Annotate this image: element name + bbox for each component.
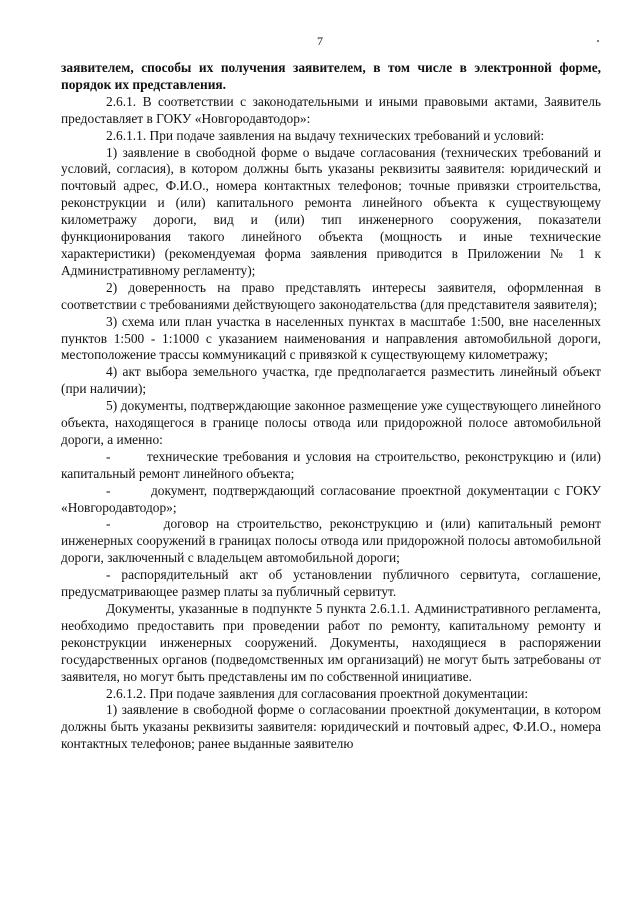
dash-item-technical-requirements: - технические требования и условия на строительство, реконструкцию и (или) капитальный ремонт линейного объекта; (61, 448, 601, 481)
section-heading-continuation: заявителем, способы их получения заявителем, в том числе в электронной форме, порядок их представления. (61, 60, 601, 92)
list-item-3: 3) схема или план участка в населенных пунктах в масштабе 1:500, вне населенных пунктов 1:500 - 1:1000 с указанием наименования и направления автомобильной дороги, местоположение трассы коммуникаций с привязкой к существующему километражу; (61, 313, 601, 363)
dash-item-approval-document: - документ, подтверждающий согласование проектной документации с ГОКУ «Новгородавтодор»; (61, 482, 601, 515)
paragraph-2-6-1-2: 2.6.1.2. При подаче заявления для согласования проектной документации: (106, 685, 529, 701)
page-number: 7 (317, 34, 323, 48)
paragraph-2-6-1-1: 2.6.1.1. При подаче заявления на выдачу технических требований и условий: (106, 127, 545, 143)
document-body (61, 60, 601, 753)
dash-item-servitude-act: - распорядительный акт об установлении публичного сервитута, соглашение, предусматривающее размер платы за публичный сервитут. (61, 567, 601, 600)
dash-item-construction-contract: - договор на строительство, реконструкцию и (или) капитальный ремонт инженерных сооружений в границах полосы отвода или придорожной полосы автомобильной дороги, заключенный с владельцем автомобильной дороги; (61, 516, 601, 566)
list-item-5: 5) документы, подтверждающие законное размещение уже существующего линейного объекта, находящегося в границе полосы отвода или придорожной полосе автомобильной дороги, а именно: (61, 398, 601, 447)
documents-note: Документы, указанные в подпункте 5 пункта 2.6.1.1. Административного регламента, необходимо предоставить при проведении работ по ремонту, капитальному ремонту и реконструкции инженерных сооружений. Документы, находящиеся в распоряжении государственных органов (подведомственных им организаций) не могут быть затребованы от заявителя, но могут быть представлены им по собственной инициативе. (61, 601, 601, 684)
list-item-2-6-1-2-1: 1) заявление в свободной форме о согласовании проектной документации, в котором должны быть указаны реквизиты заявителя: юридический и почтовый адрес, Ф.И.О., номера контактных телефонов; ранее выданные заявителю (61, 702, 601, 752)
scan-speck (597, 40, 599, 42)
list-item-4: 4) акт выбора земельного участка, где предполагается разместить линейный объект (при наличии); (61, 364, 601, 397)
list-item-2: 2) доверенность на право представлять интересы заявителя, оформленная в соответствии с требованиями действующего законодательства (для представителя заявителя); (61, 279, 601, 312)
paragraph-2-6-1: 2.6.1. В соответствии с законодательными и иными правовыми актами, Заявитель предоставляет в ГОКУ «Новгородавтодор»: (61, 93, 601, 126)
list-item-1: 1) заявление в свободной форме о выдаче согласования (технических требований и условий, согласия), в котором должны быть указаны реквизиты заявителя: юридический и почтовый адрес, Ф.И.О., номера контактных телефонов; точные привязки строительства, реконструкции и (или) капитального ремонта линейного объекта к существующему километражу дороги, вид и (или) тип инженерного сооружения, показатели функционирования такого линейного объекта (мощность и иные технические характеристики) (рекомендуемая форма заявления приводится в Приложении № 1 к Административному регламенту); (61, 144, 601, 278)
